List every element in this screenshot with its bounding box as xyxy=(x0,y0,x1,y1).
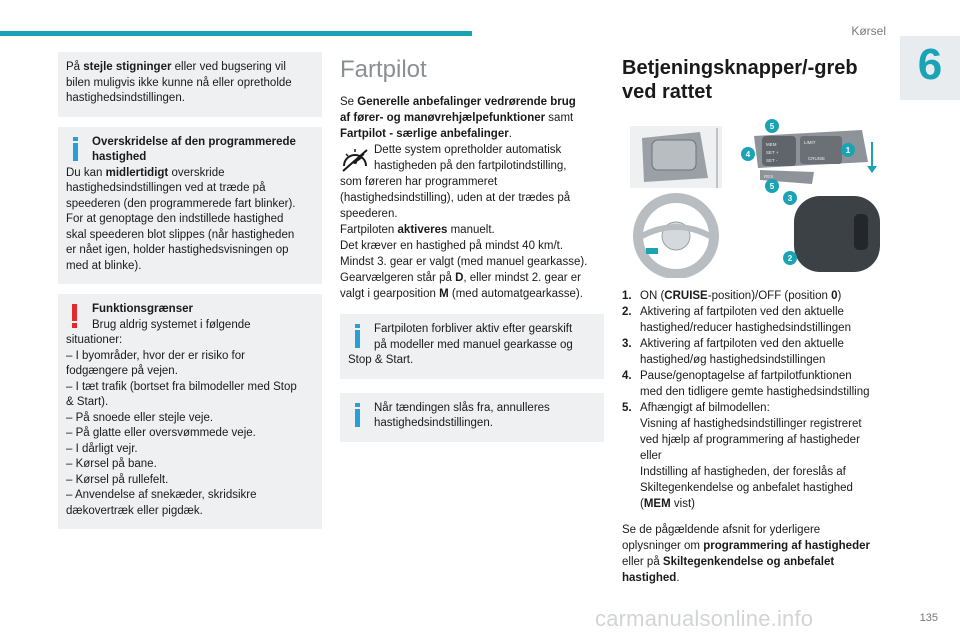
section-title: Kørsel xyxy=(851,24,886,38)
label-set-plus: SET + xyxy=(766,150,779,155)
label-limit: LIMIT xyxy=(804,140,816,145)
controls-list xyxy=(622,288,886,512)
text-line: Aktivering af fartpiloten ved den aktuelle xyxy=(640,338,844,350)
section-heading-fartpilot: Fartpilot xyxy=(340,56,427,83)
info-ignition-line1: Når tændingen slås fra, annulleres xyxy=(374,401,550,414)
text-line: ved hjælp af programmering af hastigheder xyxy=(640,434,860,446)
chapter-number: 6 xyxy=(917,40,943,89)
text-line: Afhængigt af bilmodellen: xyxy=(640,402,770,414)
text-line: – På glatte eller oversvømmede veje. xyxy=(66,427,256,439)
text-line: Visning af hastighedsindstillinger registreret xyxy=(640,418,862,430)
cruise-control-icon xyxy=(340,144,370,174)
footer-text xyxy=(622,522,886,586)
info-box-header xyxy=(66,135,314,166)
text-line: skal speederen blot slippes (når hastigheden xyxy=(66,228,295,241)
text-line: hastighedsindstillingen. xyxy=(66,92,185,104)
text-line: oplysninger om programmering af hastigheder xyxy=(622,540,870,552)
callout-1: 1 xyxy=(845,146,851,155)
label-mem: MEM xyxy=(766,142,777,147)
page-number: 135 xyxy=(919,612,938,624)
text-line: dækovertræk eller pigdæk. xyxy=(66,504,203,517)
steering-controls-illustration xyxy=(622,118,886,278)
text-line: Fartpiloten aktiveres manuelt. xyxy=(340,224,495,236)
list-item: 1. ON (CRUISE-position)/OFF (position 0) xyxy=(622,288,886,304)
text-line: Fartpilot - særlige anbefalinger. xyxy=(340,128,512,140)
text-line: – Kørsel på bane. xyxy=(66,458,157,470)
text-line: – I dårligt vejr. xyxy=(66,442,138,455)
text-line: situationer: xyxy=(66,334,123,346)
callout-2: 2 xyxy=(787,254,793,263)
info-ignition-line2: hastighedsindstillingen. xyxy=(374,417,493,429)
icon-row-line1: Dette system opretholder automatisk xyxy=(374,144,562,156)
text-line: speederen. xyxy=(340,208,398,220)
text-line: eller på Skiltegenkendelse og anbefalet xyxy=(622,556,835,568)
info-box-ignition xyxy=(340,393,604,442)
text-line: Pause/genoptagelse af fartpilotfunktionen xyxy=(640,370,852,382)
column-left xyxy=(58,52,322,529)
icon-row-line2: hastigheden på den fartpilotindstilling, xyxy=(374,160,567,172)
callout-5-bottom: 5 xyxy=(769,182,775,191)
text-line: er nået igen, holder hastighedsvisningen op xyxy=(66,244,289,256)
text-line: bilen muligvis ikke kunne nå eller opretholde xyxy=(66,76,292,89)
text-line: Gearvælgeren står på D, eller mindst 2. gear er xyxy=(340,272,581,284)
text-line: Aktivering af fartpiloten ved den aktuelle xyxy=(640,306,844,318)
info-gearshift-line2: på modeller med manuel gearkasse og xyxy=(374,338,573,351)
text-line: For at genoptage den indstillede hastighed xyxy=(66,213,284,225)
warning-icon xyxy=(71,304,79,328)
note-text xyxy=(66,60,314,107)
text-line: eller xyxy=(640,450,662,462)
list-item: 5. Afhængigt af bilmodellen: Visning af hastighedsindstillinger registreret ved hjælp af programmering af hastigheder eller Indstilling af hastigheden, der foreslås af Skiltegenkendelse og anbefalet hastighed (MEM vist) xyxy=(622,400,886,512)
text-line: Se Generelle anbefalinger vedrørende brug xyxy=(340,96,576,108)
steering-diagram xyxy=(622,118,886,278)
column-right xyxy=(622,56,886,586)
warning-box-title: Funktionsgrænser xyxy=(92,303,193,315)
text-line: På stejle stigninger eller ved bugsering vil xyxy=(66,61,286,73)
label-set-minus: SET - xyxy=(766,158,778,163)
text-line: hastighed/reducer hastighedsindstillingen xyxy=(640,322,851,334)
note-box-steep-hills xyxy=(58,52,322,117)
text-line: – Kørsel på rullefelt. xyxy=(66,473,169,486)
heading-line2: ved rattet xyxy=(622,81,713,103)
text-line: – I byområder, hvor der er risiko for xyxy=(66,349,245,362)
text-line: Se de pågældende afsnit for yderligere xyxy=(622,524,821,536)
warning-box-list xyxy=(66,333,314,519)
text-line: ON (CRUISE-position)/OFF (position 0) xyxy=(640,290,842,302)
chapter-tab xyxy=(900,36,960,100)
text-line: med den tidligere gemte hastighedsindstilling xyxy=(640,386,870,398)
text-line: Skiltegenkendelse og anbefalet hastighed xyxy=(640,482,853,494)
label-cruise: CRUISE xyxy=(808,156,826,161)
info-box-ignition-body xyxy=(348,401,596,432)
callout-4: 4 xyxy=(745,150,751,159)
list-item: 3. Aktivering af fartpiloten ved den aktuelle hastighed/øg hastighedsindstillingen xyxy=(622,336,886,368)
cruise-icon-row xyxy=(340,142,604,174)
info-box-title-line2: hastighed xyxy=(92,151,147,163)
watermark: carmanualsonline.info xyxy=(595,606,814,631)
header-accent-bar xyxy=(0,31,472,36)
label-res: RES xyxy=(764,174,774,179)
text-line: hastighedsindstillingen ved at træde på xyxy=(66,182,266,194)
intro-text xyxy=(340,94,604,142)
text-line: hastighed/øg hastighedsindstillingen xyxy=(640,354,826,366)
text-line: Mindst 3. gear er valgt (med manuel gearkasse). xyxy=(340,256,588,268)
body-text xyxy=(340,174,604,302)
text-line: (MEM vist) xyxy=(640,498,695,510)
text-line: speederen (den programmerede fart blinker). xyxy=(66,197,296,210)
callout-3: 3 xyxy=(787,194,793,203)
info-gearshift-line1: Fartpiloten forbliver aktiv efter gearskift xyxy=(374,323,573,335)
text-line: af fører- og manøvrehjælpefunktioner samt xyxy=(340,112,574,124)
text-line: Indstilling af hastigheden, der foreslås af xyxy=(640,466,846,478)
text-line: – På snoede eller stejle veje. xyxy=(66,411,214,424)
info-box-text xyxy=(66,166,314,275)
text-line: som føreren har programmeret xyxy=(340,176,498,188)
info-icon xyxy=(354,403,362,427)
heading-line1: Betjeningsknapper/-greb xyxy=(622,57,858,79)
text-line: & Start). xyxy=(66,396,109,408)
warning-box-limits xyxy=(58,294,322,529)
info-box-gearshift xyxy=(340,314,604,379)
list-item: 4. Pause/genoptagelse af fartpilotfunktionen med den tidligere gemte hastighedsindstilling xyxy=(622,368,886,400)
text-line: fodgængere på vejen. xyxy=(66,365,178,377)
info-box-exceeding-speed xyxy=(58,127,322,285)
text-line: Det kræver en hastighed på mindst 40 km/t. xyxy=(340,240,564,252)
text-line: Du kan midlertidigt overskride xyxy=(66,166,225,179)
text-line: valgt i gearposition M (med automatgearkasse). xyxy=(340,288,583,300)
info-icon xyxy=(354,324,362,348)
text-line: med at blinke). xyxy=(66,259,142,272)
column-middle xyxy=(340,56,604,442)
info-box-gearshift-body xyxy=(348,322,596,353)
info-box-title-line1: Overskridelse af den programmerede xyxy=(92,135,296,148)
warning-box-header xyxy=(66,302,314,333)
info-icon xyxy=(72,137,80,161)
text-line: – Anvendelse af snekæder, skridsikre xyxy=(66,489,257,501)
info-gearshift-line3: Stop & Start. xyxy=(348,354,414,366)
callout-5-top: 5 xyxy=(769,122,775,131)
text-line: (hastighedsindstilling), uden at der trædes på xyxy=(340,192,571,204)
text-line: – I tæt trafik (bortset fra bilmodeller med Stop xyxy=(66,380,297,393)
section-heading-controls xyxy=(622,56,886,104)
text-line: hastighed. xyxy=(622,572,680,584)
list-item: 2. Aktivering af fartpiloten ved den aktuelle hastighed/reducer hastighedsindstillingen xyxy=(622,304,886,336)
warning-box-first-line: Brug aldrig systemet i følgende xyxy=(92,318,251,331)
